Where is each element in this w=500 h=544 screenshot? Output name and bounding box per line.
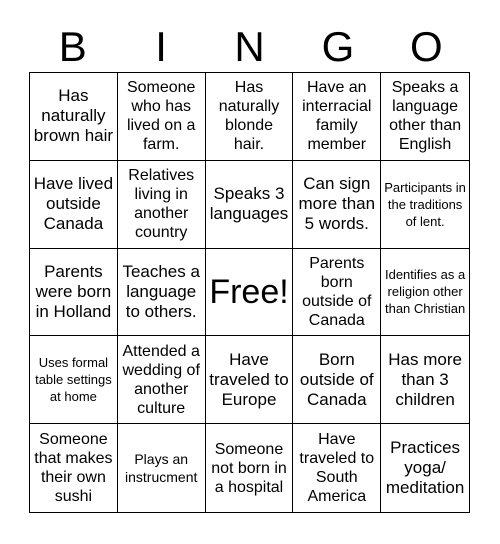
free-space-text: Free! [209, 272, 289, 311]
header-letter-g: G [321, 23, 356, 70]
header-letter-n: N [234, 23, 266, 70]
bingo-cell[interactable] [206, 336, 294, 424]
cell-text: Someone not born in a hospital [211, 440, 287, 496]
bingo-cell[interactable] [30, 249, 118, 337]
header-letter-i: I [155, 23, 168, 70]
cell-text: Attended a wedding of another culture [122, 342, 200, 417]
bingo-cell[interactable] [118, 73, 206, 161]
bingo-cell[interactable] [30, 336, 118, 424]
bingo-cell[interactable] [118, 249, 206, 337]
bingo-board [29, 72, 470, 513]
cell-text: Plays an instrucment [125, 451, 198, 486]
cell-text: Have traveled to South America [299, 431, 375, 506]
cell-text: Have lived outside Canada [33, 174, 114, 234]
bingo-cell[interactable] [30, 73, 118, 161]
cell-text: Someone that makes their own sushi [34, 431, 113, 506]
bingo-cell[interactable] [293, 73, 381, 161]
bingo-cell[interactable] [293, 249, 381, 337]
cell-text: Has more than 3 children [388, 349, 462, 409]
bingo-cell[interactable] [381, 73, 469, 161]
bingo-cell[interactable] [381, 424, 469, 512]
bingo-cell[interactable] [206, 73, 294, 161]
cell-text: Born outside of Canada [299, 349, 374, 409]
bingo-header [29, 22, 471, 72]
cell-text: Parents were born in Holland [35, 261, 112, 321]
bingo-cell[interactable] [30, 424, 118, 512]
cell-text: Can sign more than 5 words. [298, 174, 376, 234]
bingo-cell[interactable] [381, 161, 469, 249]
bingo-cell[interactable] [206, 161, 294, 249]
bingo-cell[interactable] [30, 161, 118, 249]
free-space[interactable] [206, 249, 294, 337]
cell-text: Has naturally brown hair [33, 86, 114, 146]
cell-text: Speaks a language other than English [389, 79, 462, 154]
header-letter-o: O [409, 23, 444, 70]
header-letter-b: B [58, 23, 88, 70]
cell-text: Participants in the traditions of lent. [384, 179, 466, 229]
bingo-cell[interactable] [118, 336, 206, 424]
bingo-cell[interactable] [118, 424, 206, 512]
cell-text: Have an interracial family member [302, 79, 372, 154]
cell-text: Practices yoga/ meditation [385, 438, 465, 498]
bingo-cell[interactable] [293, 424, 381, 512]
bingo-cell[interactable] [206, 424, 294, 512]
cell-text: Teaches a language to others. [122, 261, 200, 321]
cell-text: Speaks 3 languages [209, 184, 289, 224]
cell-text: Have traveled to Europe [209, 349, 289, 409]
bingo-cell[interactable] [381, 249, 469, 337]
cell-text: Identifies as a religion other than Christian [384, 267, 466, 317]
bingo-cell[interactable] [293, 336, 381, 424]
cell-text: Parents born outside of Canada [302, 254, 372, 329]
cell-text: Has naturally blonde hair. [218, 79, 280, 154]
bingo-cell[interactable] [293, 161, 381, 249]
cell-text: Relatives living in another country [128, 167, 195, 242]
cell-text: Uses formal table settings at home [35, 355, 112, 405]
cell-text: Someone who has lived on a farm. [126, 79, 196, 154]
bingo-cell[interactable] [118, 161, 206, 249]
bingo-cell[interactable] [381, 336, 469, 424]
